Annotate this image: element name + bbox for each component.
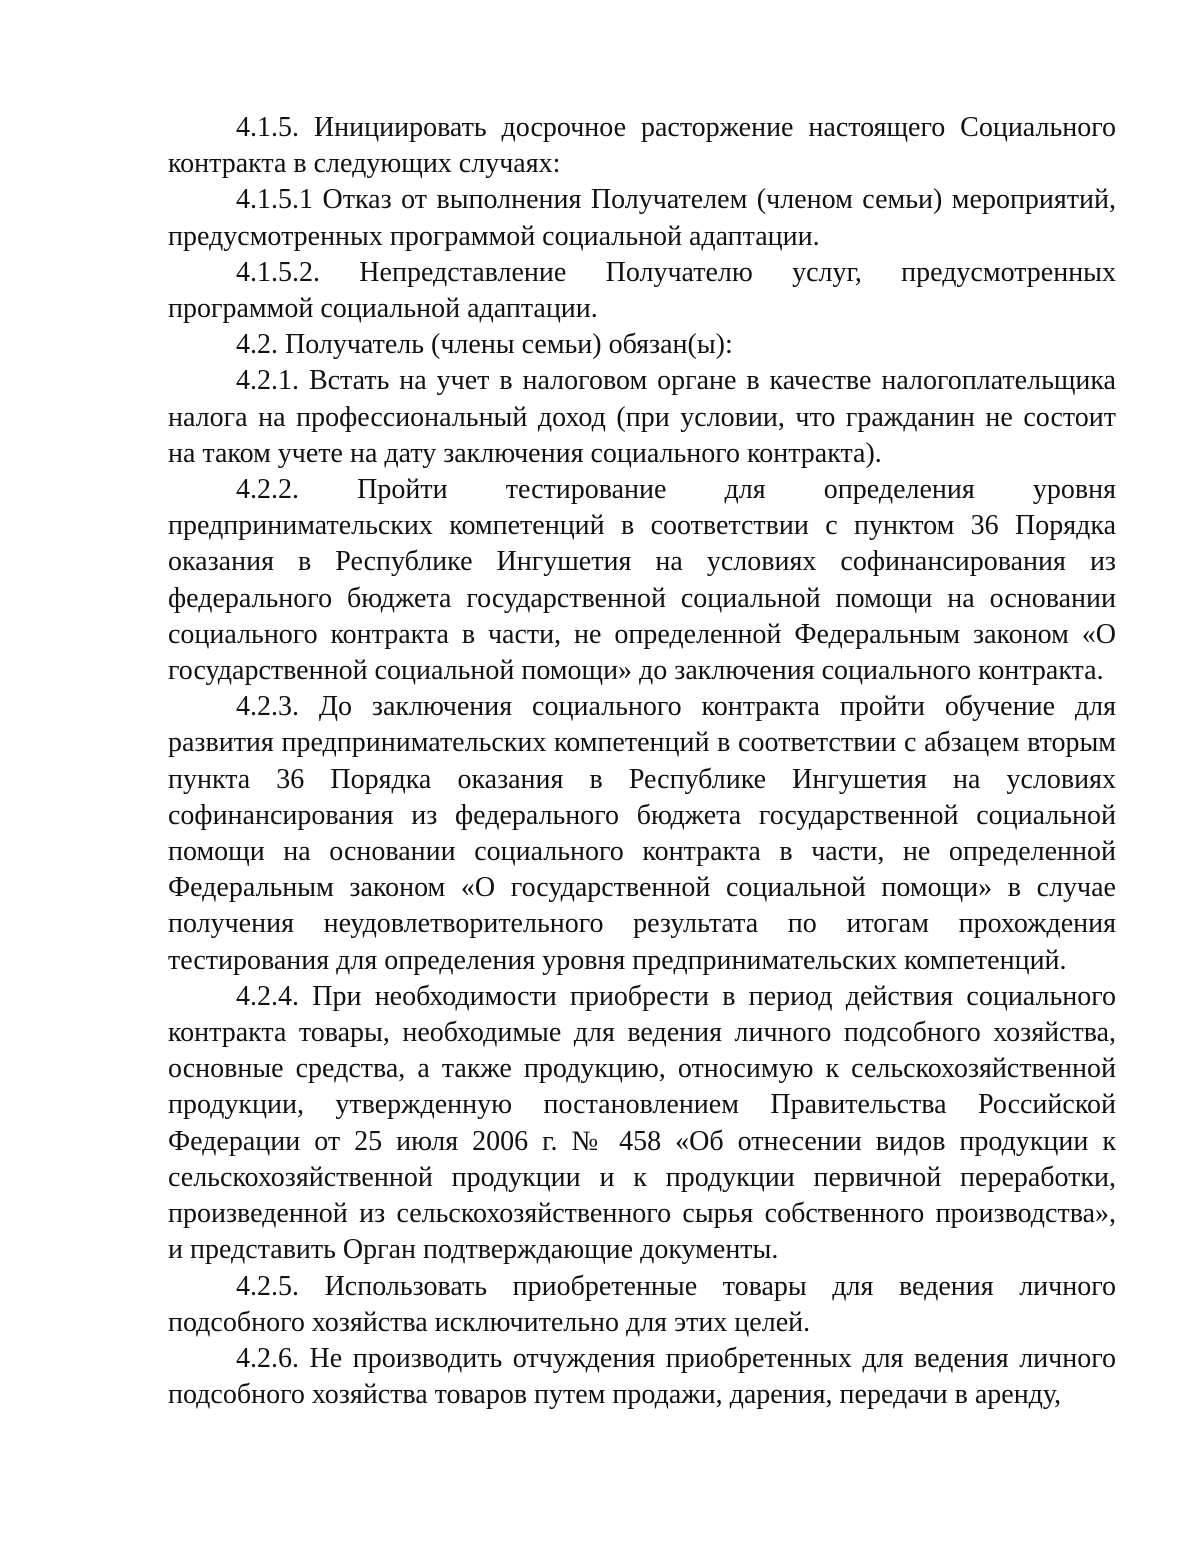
document-page	[168, 110, 1116, 1413]
paragraph-4-2-5: 4.2.5. Использовать приобретенные товары для ведения личного подсобного хозяйства исключительно для этих целей.	[168, 1270, 1116, 1338]
paragraph-4-1-5-2: 4.1.5.2. Непредставление Получателю услуг, предусмотренных программой социальной адаптации.	[168, 256, 1116, 325]
paragraph-4-2-6: 4.2.6. Не производить отчуждения приобретенных для ведения личного подсобного хозяйства товаров путем продажи, дарения, передачи в аренду,	[168, 1342, 1116, 1411]
paragraph-4-2-3: 4.2.3. До заключения социального контракта пройти обучение для развития предпринимательских компетенций в соответствии с абзацем вторым пункта 36 Порядка оказания в Республике Ингушетия на условиях софинансирования из федерального бюджета государственной социальной помощи на основании социального контракта в части, не определенной Федеральным законом «О государственной социальной помощи» в случае получения неудовлетворительного результата по итогам прохождения тестирования для определения уровня предпринимательских компетенций.	[168, 691, 1116, 976]
paragraph-4-2-1: 4.2.1. Встать на учет в налоговом органе в качестве налогоплательщика налога на профессиональный доход (при условии, что гражданин не состоит на таком учете на дату заключения социального контракта).	[168, 365, 1116, 469]
paragraph-4-2-4: 4.2.4. При необходимости приобрести в период действия социального контракта товары, необходимые для ведения личного подсобного хозяйства, основные средства, а также продукцию, относимую к сельскохозяйственной продукции, утвержденную постановлением Правительства Российской Федерации от 25 июля 2006 г. № 458 «Об отнесении видов продукции к сельскохозяйственной продукции и к продукции первичной переработки, произведенной из сельскохозяйственного сырья собственного производства», и представить Орган подтверждающие документы.	[168, 980, 1116, 1266]
paragraph-4-2-2: 4.2.2. Пройти тестирование для определения уровня предпринимательских компетенций в соответствии с пунктом 36 Порядка оказания в Республике Ингушетия на условиях софинансирования из федерального бюджета государственной социальной помощи на основании социального контракта в части, не определенной Федеральным законом «О государственной социальной помощи» до заключения социального контракта.	[168, 474, 1116, 687]
paragraph-4-1-5: 4.1.5. Инициировать досрочное расторжение настоящего Социального контракта в следующих случаях:	[168, 112, 1116, 180]
paragraph-4-2: 4.2. Получатель (члены семьи) обязан(ы):	[236, 329, 733, 361]
paragraph-4-1-5-1: 4.1.5.1 Отказ от выполнения Получателем (членом семьи) мероприятий, предусмотренных программой социальной адаптации.	[168, 184, 1116, 252]
